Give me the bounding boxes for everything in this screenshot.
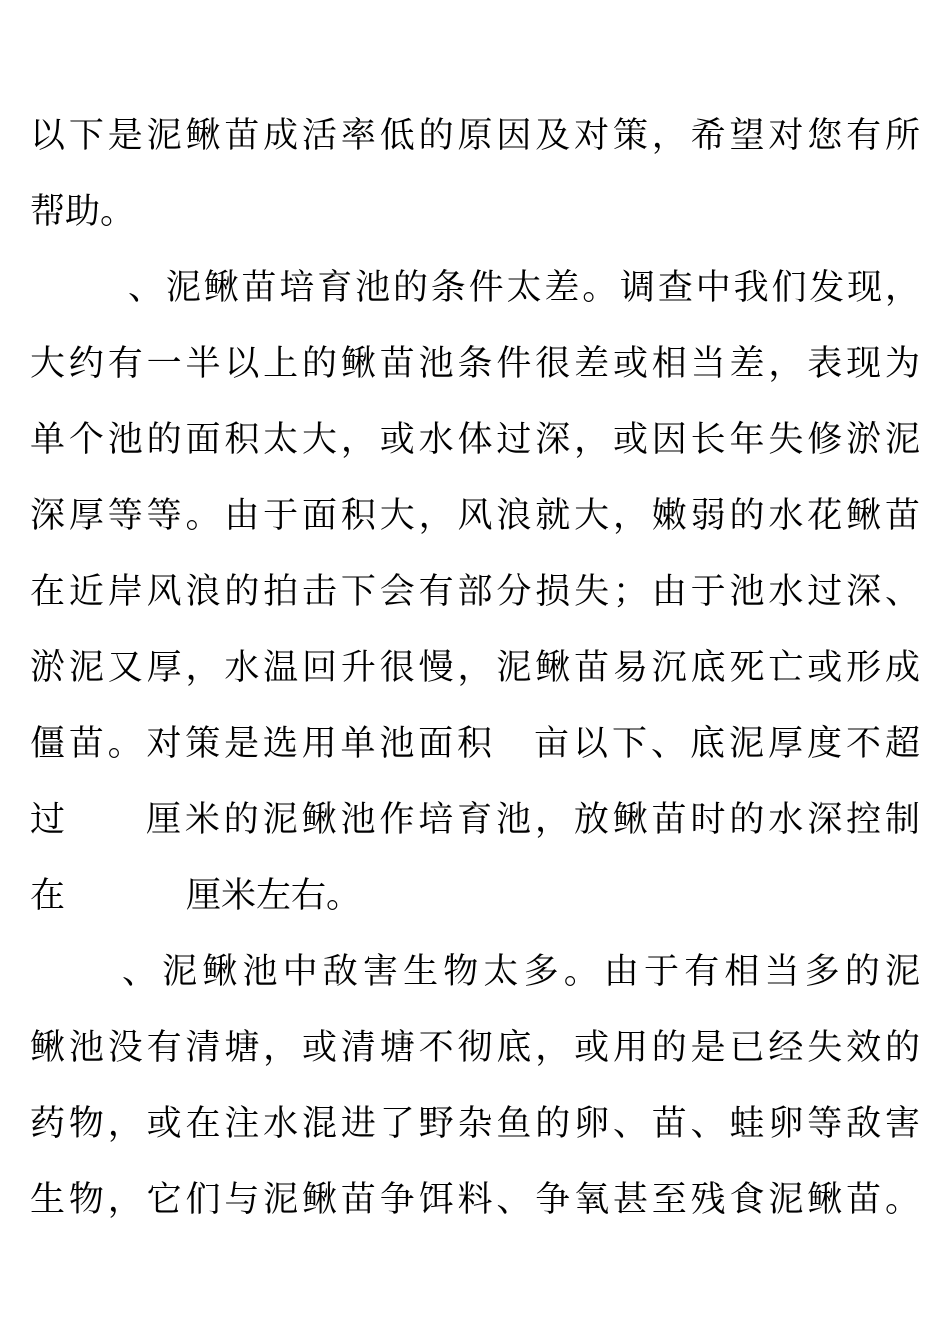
paragraph-1-line-9-part-b: 厘米左右。 — [186, 876, 362, 916]
paragraph-1-line-3: 单个池的面积太大，或水体过深，或因长年失修淤泥 — [30, 420, 920, 460]
paragraph-1-line-5: 在近岸风浪的拍击下会有部分损失；由于池水过深、 — [30, 572, 920, 612]
paragraph-1-line-9-part-a: 在 — [30, 876, 66, 916]
paragraph-1-line-4: 深厚等等。由于面积大，风浪就大，嫩弱的水花鳅苗 — [30, 496, 920, 536]
paragraph-1-line-8-part-b: 厘米的泥鳅池作培育池，放鳅苗时的水深控制 — [146, 800, 920, 840]
paragraph-1-line-1: 、泥鳅苗培育池的条件太差。调查中我们发现， — [128, 268, 920, 308]
paragraph-2-line-3: 药物，或在注水混进了野杂鱼的卵、苗、蛙卵等敌害 — [30, 1104, 920, 1144]
paragraph-1-line-7 — [30, 724, 920, 764]
paragraph-2-line-1: 、泥鳅池中敌害生物太多。由于有相当多的泥 — [122, 952, 920, 992]
paragraph-1-line-6: 淤泥又厚，水温回升很慢，泥鳅苗易沉底死亡或形成 — [30, 648, 920, 688]
paragraph-1-line-2: 大约有一半以上的鳅苗池条件很差或相当差，表现为 — [30, 344, 920, 384]
paragraph-intro-line-1: 以下是泥鳅苗成活率低的原因及对策，希望对您有所 — [30, 116, 920, 156]
paragraph-2-line-2: 鳅池没有清塘，或清塘不彻底，或用的是已经失效的 — [30, 1028, 920, 1068]
paragraph-1-line-7-part-b: 亩以下、底泥厚度不超 — [534, 724, 920, 764]
paragraph-1-line-8-part-a: 过 — [30, 800, 66, 840]
paragraph-1-line-9 — [30, 876, 920, 916]
paragraph-intro-line-2: 帮助。 — [30, 192, 136, 232]
paragraph-1-line-8 — [30, 800, 920, 840]
paragraph-1-line-7-part-a: 僵苗。对策是选用单池面积 — [30, 724, 492, 764]
paragraph-2-line-4: 生物，它们与泥鳅苗争饵料、争氧甚至残食泥鳅苗。 — [30, 1180, 920, 1220]
